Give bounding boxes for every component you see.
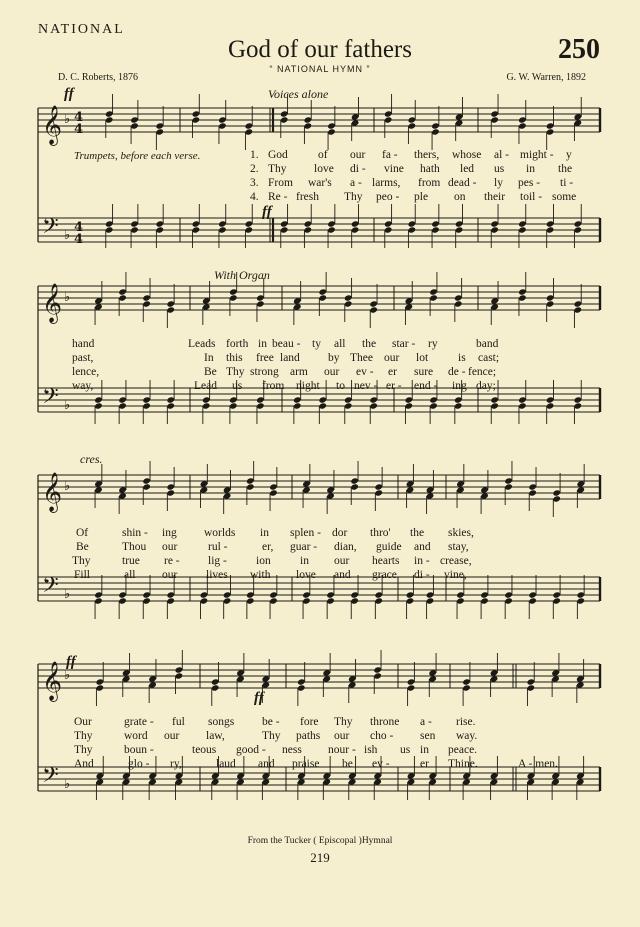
syllable: be xyxy=(342,758,353,770)
syllable: night xyxy=(296,380,320,392)
syllable: some xyxy=(552,191,577,203)
dynamic-ff-3: ff xyxy=(66,654,76,670)
syllable: lence, xyxy=(72,366,100,378)
syllable: strong xyxy=(250,366,279,378)
flat-key-signature: ♭ xyxy=(64,777,71,792)
syllable: in xyxy=(420,744,429,756)
syllable: guide xyxy=(376,541,402,553)
syllable: hand xyxy=(72,338,95,350)
syllable: ti - xyxy=(560,177,574,189)
syllable: from xyxy=(262,380,285,392)
syllable: law, xyxy=(206,730,225,742)
flat-key-signature: ♭ xyxy=(64,112,71,127)
syllable: Leads xyxy=(188,338,216,350)
verse-number: 2. xyxy=(250,163,259,175)
syllable: ev - xyxy=(372,758,390,770)
syllable: throne xyxy=(370,716,400,728)
syllable: ry, xyxy=(170,758,182,770)
syllable: Be xyxy=(76,541,89,553)
syllable: word xyxy=(124,730,148,742)
syllable: worlds xyxy=(204,527,236,539)
time-signature: 4 xyxy=(74,232,84,247)
tune-name: “ NATIONAL HYMN ” xyxy=(269,64,371,74)
syllable: might - xyxy=(520,149,554,161)
syllable: Thy xyxy=(344,191,363,203)
syllable: vine, xyxy=(444,569,467,581)
syllable: band xyxy=(476,338,499,350)
syllable: Thou xyxy=(122,541,147,553)
syllable: sen xyxy=(420,730,436,742)
syllable: di - xyxy=(350,163,366,175)
syllable: the xyxy=(558,163,573,175)
syllable: ion xyxy=(256,555,271,567)
syllable: vine xyxy=(384,163,404,175)
syllable: forth xyxy=(226,338,249,350)
syllable: fresh xyxy=(296,191,319,203)
syllable: hath xyxy=(420,163,440,175)
syllable: larms, xyxy=(372,177,401,189)
arranger-credit: G. W. Warren, 1892 xyxy=(506,72,586,83)
syllable: and xyxy=(334,569,351,581)
syllable: Be xyxy=(204,366,217,378)
syllable: all xyxy=(334,338,346,350)
syllable: our xyxy=(164,730,180,742)
syllable: In xyxy=(204,352,214,364)
composer-credit: D. C. Roberts, 1876 xyxy=(58,72,138,83)
syllable: sure xyxy=(414,366,434,378)
syllable: cho - xyxy=(370,730,394,742)
syllable: past, xyxy=(72,352,94,364)
syllable: our xyxy=(162,541,178,553)
syllable: dor xyxy=(332,527,348,539)
syllable: di - xyxy=(414,569,430,581)
syllable: in xyxy=(260,527,269,539)
syllable: Thy xyxy=(74,744,93,756)
syllable: God xyxy=(268,149,288,161)
syllable: er - xyxy=(386,380,402,392)
syllable: teous xyxy=(192,744,217,756)
syllable: dian, xyxy=(334,541,357,553)
syllable: this xyxy=(226,352,243,364)
syllable: praise xyxy=(292,758,320,770)
syllable: paths xyxy=(296,730,321,742)
treble-clef: 𝄞 xyxy=(42,105,63,145)
syllable: cast; xyxy=(478,352,500,364)
syllable: lig - xyxy=(208,555,227,567)
syllable: ty xyxy=(312,338,321,350)
syllable: from xyxy=(418,177,441,189)
syllable: war's xyxy=(308,177,332,189)
syllable: ish xyxy=(364,744,378,756)
syllable: the xyxy=(362,338,377,350)
syllable: glo - xyxy=(128,758,150,770)
syllable: skies, xyxy=(448,527,474,539)
syllable: our xyxy=(162,569,178,581)
dynamic-ff-4: ff xyxy=(254,690,264,706)
voices-alone-direction: Voices alone xyxy=(268,87,329,101)
syllable: us xyxy=(494,163,505,175)
syllable: Re - xyxy=(268,191,288,203)
syllable: lives xyxy=(206,569,228,581)
syllable: Thy xyxy=(334,716,353,728)
syllable: ness xyxy=(282,744,302,756)
syllable: ple xyxy=(414,191,429,203)
syllable: in xyxy=(258,338,267,350)
syllable: ry xyxy=(428,338,438,350)
syllable: our xyxy=(334,555,350,567)
syllable: crease, xyxy=(440,555,472,567)
syllable: A - men. xyxy=(518,758,558,770)
syllable: fore xyxy=(300,716,319,728)
page-number: 219 xyxy=(310,850,330,865)
syllable: on xyxy=(454,191,466,203)
syllable: love xyxy=(314,163,334,175)
syllable: thro' xyxy=(370,527,391,539)
cres-direction: cres. xyxy=(80,452,103,466)
syllable: whose xyxy=(452,149,482,161)
syllable: beau - xyxy=(272,338,301,350)
bass-clef: 𝄢 xyxy=(42,763,59,793)
syllable: And xyxy=(74,758,94,770)
syllable: ly xyxy=(494,177,503,189)
syllable: of xyxy=(318,149,328,161)
syllable: er xyxy=(388,366,397,378)
syllable: our xyxy=(334,730,350,742)
syllable: de - xyxy=(448,366,466,378)
syllable: toil - xyxy=(520,191,543,203)
treble-clef: 𝄞 xyxy=(42,472,63,512)
syllable: Fill xyxy=(74,569,90,581)
with-organ-direction: With Organ xyxy=(214,268,270,282)
syllable: a - xyxy=(420,716,432,728)
syllable: Thy xyxy=(72,555,91,567)
flat-key-signature: ♭ xyxy=(64,479,71,494)
syllable: Thy xyxy=(262,730,281,742)
syllable: their xyxy=(484,191,506,203)
syllable: arm xyxy=(290,366,308,378)
flat-key-signature: ♭ xyxy=(64,228,71,243)
syllable: and xyxy=(258,758,275,770)
syllable: land xyxy=(280,352,300,364)
syllable: Thy xyxy=(268,163,287,175)
syllable: day; xyxy=(476,380,496,392)
flat-key-signature: ♭ xyxy=(64,290,71,305)
syllable: y xyxy=(566,149,572,161)
syllable: ing xyxy=(162,527,177,539)
syllable: in xyxy=(300,555,309,567)
syllable: thers, xyxy=(414,149,440,161)
verse-number: 3. xyxy=(250,177,259,189)
syllable: al - xyxy=(494,149,510,161)
syllable: stay, xyxy=(448,541,469,553)
treble-clef: 𝄞 xyxy=(42,661,63,701)
flat-key-signature: ♭ xyxy=(64,398,71,413)
syllable: dead - xyxy=(448,177,477,189)
syllable: to xyxy=(336,380,345,392)
syllable: Thine. xyxy=(448,758,478,770)
syllable: way, xyxy=(72,380,94,392)
source-credit: From the Tucker ( Episcopal )Hymnal xyxy=(247,836,393,846)
time-signature: 4 xyxy=(74,220,84,235)
syllable: is xyxy=(458,352,466,364)
syllable: lot xyxy=(416,352,429,364)
syllable: our xyxy=(384,352,400,364)
syllable: end - xyxy=(414,380,438,392)
syllable: nour - xyxy=(328,744,356,756)
syllable: free xyxy=(256,352,274,364)
syllable: in xyxy=(526,163,535,175)
time-signature: 4 xyxy=(74,122,84,137)
syllable: re - xyxy=(164,555,180,567)
syllable: star - xyxy=(392,338,416,350)
syllable: hearts xyxy=(372,555,400,567)
syllable: grate - xyxy=(124,716,154,728)
syllable: rise. xyxy=(456,716,476,728)
syllable: led xyxy=(460,163,475,175)
syllable: us xyxy=(400,744,411,756)
syllable: a - xyxy=(350,177,362,189)
syllable: all xyxy=(124,569,136,581)
syllable: fence; xyxy=(468,366,497,378)
trumpets-note: Trumpets, before each verse. xyxy=(74,150,201,162)
bass-clef: 𝄢 xyxy=(42,214,59,244)
syllable: true xyxy=(122,555,140,567)
syllable: Lead xyxy=(194,380,217,392)
syllable: Thy xyxy=(74,730,93,742)
syllable: guar - xyxy=(290,541,318,553)
verse-number: 4. xyxy=(250,191,259,203)
syllable: From xyxy=(268,177,293,189)
treble-clef: 𝄞 xyxy=(42,283,63,323)
syllable: ev - xyxy=(356,366,374,378)
syllable: Our xyxy=(74,716,92,728)
dynamic-ff-1: ff xyxy=(64,86,74,102)
syllable: boun - xyxy=(124,744,154,756)
flat-key-signature: ♭ xyxy=(64,587,71,602)
time-signature: 4 xyxy=(74,110,84,125)
syllable: us xyxy=(232,380,243,392)
syllable: nev - xyxy=(354,380,378,392)
syllable: ful xyxy=(172,716,185,728)
syllable: Thy xyxy=(226,366,245,378)
syllable: laud xyxy=(216,758,236,770)
syllable: shin - xyxy=(122,527,148,539)
syllable: er, xyxy=(262,541,274,553)
verse-number: 1. xyxy=(250,149,259,161)
bass-clef: 𝄢 xyxy=(42,573,59,603)
syllable: our xyxy=(350,149,366,161)
hymn-number: 250 xyxy=(558,34,600,65)
syllable: fa - xyxy=(382,149,398,161)
syllable: Of xyxy=(76,527,89,539)
hymn-title: God of our fathers xyxy=(228,36,412,63)
syllable: pes - xyxy=(518,177,541,189)
syllable: rul - xyxy=(208,541,228,553)
syllable: er xyxy=(420,758,429,770)
syllable: way. xyxy=(456,730,478,742)
syllable: good - xyxy=(236,744,266,756)
syllable: be - xyxy=(262,716,280,728)
syllable: love xyxy=(296,569,316,581)
syllable: the xyxy=(410,527,425,539)
syllable: ing xyxy=(452,380,467,392)
bass-clef: 𝄢 xyxy=(42,384,59,414)
syllable: with xyxy=(250,569,271,581)
syllable: in - xyxy=(414,555,430,567)
flat-key-signature: ♭ xyxy=(64,668,71,683)
syllable: by xyxy=(328,352,340,364)
syllable: peo - xyxy=(376,191,400,203)
syllable: splen - xyxy=(290,527,321,539)
syllable: and xyxy=(414,541,431,553)
category-label: NATIONAL xyxy=(38,22,125,37)
syllable: Thee xyxy=(350,352,373,364)
syllable: our xyxy=(324,366,340,378)
dynamic-ff-2: ff xyxy=(262,204,272,220)
syllable: songs xyxy=(208,716,235,728)
syllable: grace xyxy=(372,569,397,581)
syllable: peace. xyxy=(448,744,478,756)
